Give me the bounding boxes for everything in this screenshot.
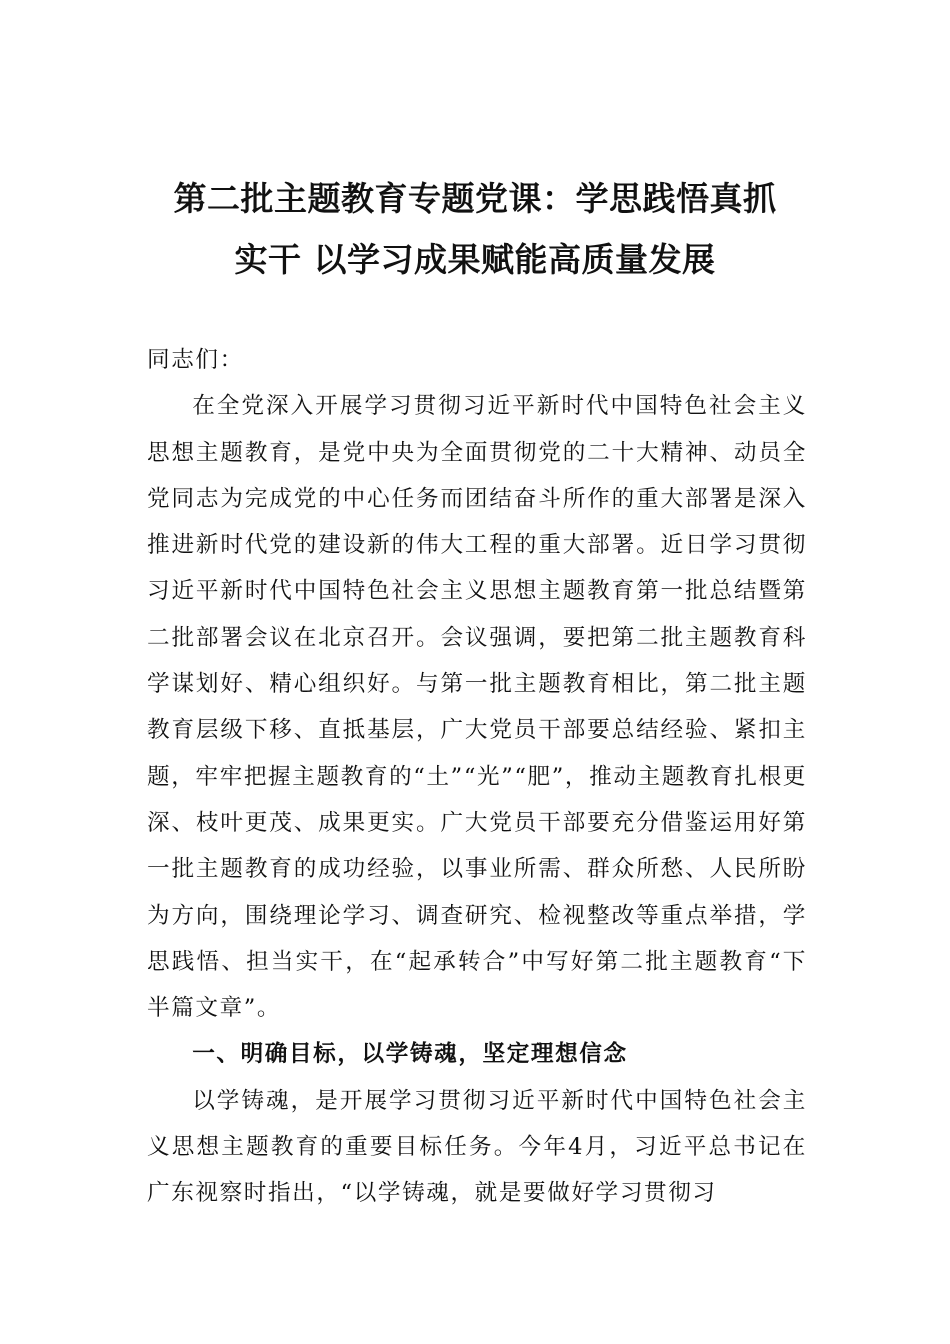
document-title [140,168,810,290]
title-line-1: 第二批主题教育专题党课：学思践悟真抓 [173,179,777,218]
title-line-2: 实干 以学习成果赋能高质量发展 [234,240,716,279]
document-body [147,337,807,1217]
section-heading-1: 一、明确目标，以学铸魂，坚定理想信念 [192,1041,628,1068]
paragraph-intro: 在全党深入开展学习贯彻习近平新时代中国特色社会主义思想主题教育，是党中央为全面贯彻党的二十大精神、动员全党同志为完成党的中心任务而团结奋斗所作的重大部署是深入推进新时代党的建设新的伟大工程的重大部署。近日学习贯彻习近平新时代中国特色社会主义思想主题教育第一批总结暨第二批部署会议在北京召开。会议强调，要把第二批主题教育科学谋划好、精心组织好。与第一批主题教育相比，第二批主题教育层级下移、直抵基层，广大党员干部要总结经验、紧扣主题，牢牢把握主题教育的“土”“光”“肥”，推动主题教育扎根更深、枝叶更茂、成果更实。广大党员干部要充分借鉴运用好第一批主题教育的成功经验，以事业所需、群众所愁、人民所盼为方向，围绕理论学习、调查研究、检视整改等重点举措，学思践悟、担当实干，在“起承转合”中写好第二批主题教育“下半篇文章”。 [147,393,807,1022]
paragraph-section-1: 以学铸魂，是开展学习贯彻习近平新时代中国特色社会主义思想主题教育的重要目标任务。今年4月，习近平总书记在广东视察时指出，“以学铸魂，就是要做好学习贯彻习 [147,1087,807,1207]
salutation: 同志们： [147,347,244,373]
